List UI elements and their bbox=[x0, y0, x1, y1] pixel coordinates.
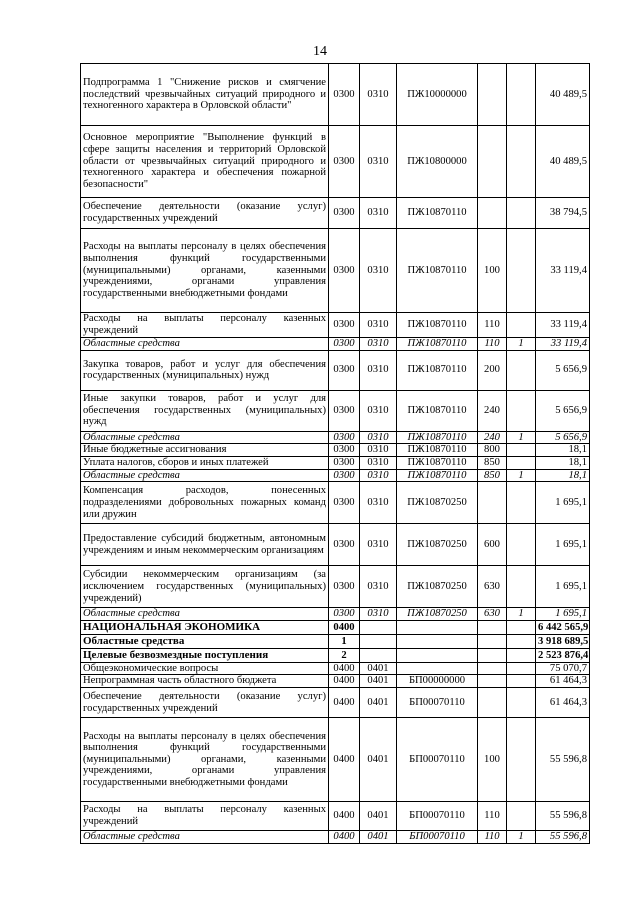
target-article-code: ПЖ10870110 bbox=[397, 198, 478, 229]
table-row bbox=[81, 198, 590, 229]
row-name: Целевые безвозмездные поступления bbox=[81, 648, 329, 662]
target-article-code: ПЖ10000000 bbox=[397, 64, 478, 126]
amount: 33 119,4 bbox=[536, 229, 590, 313]
source-code bbox=[507, 802, 536, 831]
source-code bbox=[507, 688, 536, 718]
amount: 55 596,8 bbox=[536, 802, 590, 831]
expense-type-code: 800 bbox=[478, 444, 507, 457]
amount: 6 442 565,9 bbox=[536, 620, 590, 634]
target-article-code: ПЖ10870110 bbox=[397, 229, 478, 313]
table-row bbox=[81, 718, 590, 802]
row-name: Расходы на выплаты персоналу в целях обеспечения выполнения функций государственными (муниципальными) органами, казенными учреждениями, органами управления государственными внебюджетными фондами bbox=[81, 718, 329, 802]
source-code: 1 bbox=[507, 831, 536, 844]
section-code: 0300 bbox=[329, 390, 360, 431]
subsection-code: 0310 bbox=[360, 313, 397, 338]
row-name: Уплата налогов, сборов и иных платежей bbox=[81, 456, 329, 469]
expense-type-code bbox=[478, 648, 507, 662]
subsection-code bbox=[360, 620, 397, 634]
section-code: 0300 bbox=[329, 229, 360, 313]
source-code bbox=[507, 313, 536, 338]
target-article-code bbox=[397, 662, 478, 675]
amount: 61 464,3 bbox=[536, 688, 590, 718]
row-name: Областные средства bbox=[81, 431, 329, 444]
table-row bbox=[81, 675, 590, 688]
table-row bbox=[81, 482, 590, 524]
expense-type-code: 850 bbox=[478, 456, 507, 469]
amount: 18,1 bbox=[536, 469, 590, 482]
source-code bbox=[507, 444, 536, 457]
source-code: 1 bbox=[507, 338, 536, 351]
row-name: Закупка товаров, работ и услуг для обеспечения государственных (муниципальных) нужд bbox=[81, 350, 329, 390]
target-article-code: ПЖ10870110 bbox=[397, 444, 478, 457]
expense-type-code: 100 bbox=[478, 229, 507, 313]
amount: 5 656,9 bbox=[536, 350, 590, 390]
section-code: 0300 bbox=[329, 608, 360, 621]
source-code: 1 bbox=[507, 608, 536, 621]
expense-type-code: 100 bbox=[478, 718, 507, 802]
source-code bbox=[507, 620, 536, 634]
target-article-code: ПЖ10870250 bbox=[397, 524, 478, 566]
subsection-code bbox=[360, 634, 397, 648]
expense-type-code: 110 bbox=[478, 338, 507, 351]
subsection-code: 0310 bbox=[360, 444, 397, 457]
amount: 61 464,3 bbox=[536, 675, 590, 688]
source-code: 1 bbox=[507, 469, 536, 482]
source-code bbox=[507, 350, 536, 390]
expense-type-code: 110 bbox=[478, 802, 507, 831]
table-row bbox=[81, 431, 590, 444]
source-code bbox=[507, 482, 536, 524]
amount: 3 918 689,5 bbox=[536, 634, 590, 648]
subsection-code: 0401 bbox=[360, 802, 397, 831]
section-code: 0300 bbox=[329, 338, 360, 351]
table-row bbox=[81, 229, 590, 313]
subsection-code: 0310 bbox=[360, 608, 397, 621]
section-code: 0400 bbox=[329, 662, 360, 675]
amount: 33 119,4 bbox=[536, 313, 590, 338]
row-name: Иные бюджетные ассигнования bbox=[81, 444, 329, 457]
table-row bbox=[81, 524, 590, 566]
expense-type-code bbox=[478, 675, 507, 688]
expense-type-code bbox=[478, 198, 507, 229]
section-code: 0300 bbox=[329, 313, 360, 338]
expense-type-code bbox=[478, 64, 507, 126]
source-code bbox=[507, 456, 536, 469]
table-row bbox=[81, 444, 590, 457]
subsection-code: 0310 bbox=[360, 64, 397, 126]
amount: 5 656,9 bbox=[536, 431, 590, 444]
section-code: 0300 bbox=[329, 482, 360, 524]
table-row bbox=[81, 126, 590, 198]
expense-type-code bbox=[478, 688, 507, 718]
row-name: Расходы на выплаты персоналу казенных учреждений bbox=[81, 313, 329, 338]
table-row bbox=[81, 648, 590, 662]
subsection-code: 0310 bbox=[360, 198, 397, 229]
expense-type-code: 110 bbox=[478, 313, 507, 338]
subsection-code: 0310 bbox=[360, 524, 397, 566]
expense-type-code bbox=[478, 126, 507, 198]
table-row bbox=[81, 313, 590, 338]
table-row bbox=[81, 469, 590, 482]
source-code bbox=[507, 198, 536, 229]
amount: 1 695,1 bbox=[536, 524, 590, 566]
source-code bbox=[507, 524, 536, 566]
row-name: Областные средства bbox=[81, 469, 329, 482]
table-row bbox=[81, 831, 590, 844]
subsection-code: 0310 bbox=[360, 390, 397, 431]
section-code: 0300 bbox=[329, 456, 360, 469]
row-name: Непрограммная часть областного бюджета bbox=[81, 675, 329, 688]
table-row bbox=[81, 566, 590, 608]
row-name: Обеспечение деятельности (оказание услуг) государственных учреждений bbox=[81, 198, 329, 229]
target-article-code: БП00070110 bbox=[397, 831, 478, 844]
table-row bbox=[81, 662, 590, 675]
row-name: Общеэкономические вопросы bbox=[81, 662, 329, 675]
amount: 2 523 876,4 bbox=[536, 648, 590, 662]
row-name: Областные средства bbox=[81, 608, 329, 621]
target-article-code: ПЖ10870110 bbox=[397, 469, 478, 482]
source-code bbox=[507, 675, 536, 688]
source-code: 1 bbox=[507, 431, 536, 444]
expense-type-code: 630 bbox=[478, 608, 507, 621]
section-code: 0300 bbox=[329, 524, 360, 566]
subsection-code: 0310 bbox=[360, 126, 397, 198]
expense-type-code: 240 bbox=[478, 390, 507, 431]
subsection-code: 0310 bbox=[360, 431, 397, 444]
row-name: Обеспечение деятельности (оказание услуг) государственных учреждений bbox=[81, 688, 329, 718]
table-row bbox=[81, 688, 590, 718]
amount: 33 119,4 bbox=[536, 338, 590, 351]
expense-type-code bbox=[478, 620, 507, 634]
source-code bbox=[507, 126, 536, 198]
section-code: 0400 bbox=[329, 831, 360, 844]
amount: 55 596,8 bbox=[536, 718, 590, 802]
table-row bbox=[81, 390, 590, 431]
table-row bbox=[81, 456, 590, 469]
source-code bbox=[507, 390, 536, 431]
row-name: Областные средства bbox=[81, 634, 329, 648]
section-code: 0400 bbox=[329, 802, 360, 831]
row-name: Иные закупки товаров, работ и услуг для обеспечения государственных (муниципальных) нужд bbox=[81, 390, 329, 431]
section-code: 0400 bbox=[329, 718, 360, 802]
amount: 38 794,5 bbox=[536, 198, 590, 229]
source-code bbox=[507, 662, 536, 675]
amount: 18,1 bbox=[536, 444, 590, 457]
subsection-code: 0401 bbox=[360, 688, 397, 718]
amount: 1 695,1 bbox=[536, 608, 590, 621]
expense-type-code bbox=[478, 662, 507, 675]
expense-type-code: 630 bbox=[478, 566, 507, 608]
target-article-code: БП00070110 bbox=[397, 688, 478, 718]
amount: 1 695,1 bbox=[536, 482, 590, 524]
section-code: 0300 bbox=[329, 126, 360, 198]
subsection-code: 0310 bbox=[360, 338, 397, 351]
subsection-code: 0310 bbox=[360, 456, 397, 469]
row-name: Субсидии некоммерческим организациям (за исключением государственных (муниципальных) учреждений) bbox=[81, 566, 329, 608]
target-article-code bbox=[397, 634, 478, 648]
target-article-code: ПЖ10870250 bbox=[397, 608, 478, 621]
section-code: 2 bbox=[329, 648, 360, 662]
subsection-code bbox=[360, 648, 397, 662]
subsection-code: 0310 bbox=[360, 350, 397, 390]
expense-type-code: 200 bbox=[478, 350, 507, 390]
table-row bbox=[81, 338, 590, 351]
section-code: 1 bbox=[329, 634, 360, 648]
row-name: Предоставление субсидий бюджетным, автономным учреждениям и иным некоммерческим организациям bbox=[81, 524, 329, 566]
row-name: Расходы на выплаты персоналу казенных учреждений bbox=[81, 802, 329, 831]
target-article-code: БП00070110 bbox=[397, 802, 478, 831]
amount: 5 656,9 bbox=[536, 390, 590, 431]
expense-type-code: 600 bbox=[478, 524, 507, 566]
amount: 18,1 bbox=[536, 456, 590, 469]
amount: 1 695,1 bbox=[536, 566, 590, 608]
amount: 75 070,7 bbox=[536, 662, 590, 675]
target-article-code: ПЖ10870110 bbox=[397, 313, 478, 338]
row-name: Областные средства bbox=[81, 831, 329, 844]
row-name: Подпрограмма 1 "Снижение рисков и смягчение последствий чрезвычайных ситуаций природного и техногенного характера в Орловской области" bbox=[81, 64, 329, 126]
subsection-code: 0401 bbox=[360, 675, 397, 688]
section-code: 0300 bbox=[329, 431, 360, 444]
section-code: 0300 bbox=[329, 350, 360, 390]
source-code bbox=[507, 566, 536, 608]
row-name: НАЦИОНАЛЬНАЯ ЭКОНОМИКА bbox=[81, 620, 329, 634]
table-row bbox=[81, 350, 590, 390]
table-row bbox=[81, 802, 590, 831]
budget-table bbox=[80, 63, 590, 844]
section-code: 0300 bbox=[329, 64, 360, 126]
expense-type-code bbox=[478, 634, 507, 648]
row-name: Компенсация расходов, понесенных подразделениями добровольных пожарных команд или дружин bbox=[81, 482, 329, 524]
target-article-code: ПЖ10870110 bbox=[397, 338, 478, 351]
target-article-code: ПЖ10870110 bbox=[397, 456, 478, 469]
source-code bbox=[507, 718, 536, 802]
subsection-code: 0310 bbox=[360, 482, 397, 524]
subsection-code: 0401 bbox=[360, 718, 397, 802]
source-code bbox=[507, 648, 536, 662]
target-article-code: ПЖ10870250 bbox=[397, 482, 478, 524]
target-article-code: БП00000000 bbox=[397, 675, 478, 688]
section-code: 0300 bbox=[329, 566, 360, 608]
row-name: Расходы на выплаты персоналу в целях обеспечения выполнения функций государственными (муниципальными) органами, казенными учреждениями, органами управления государственными внебюджетными фондами bbox=[81, 229, 329, 313]
section-code: 0400 bbox=[329, 688, 360, 718]
target-article-code: БП00070110 bbox=[397, 718, 478, 802]
subsection-code: 0310 bbox=[360, 229, 397, 313]
section-code: 0300 bbox=[329, 198, 360, 229]
page-number: 14 bbox=[313, 44, 327, 59]
table-row bbox=[81, 64, 590, 126]
table-row bbox=[81, 634, 590, 648]
section-code: 0400 bbox=[329, 675, 360, 688]
expense-type-code: 240 bbox=[478, 431, 507, 444]
target-article-code bbox=[397, 620, 478, 634]
section-code: 0300 bbox=[329, 444, 360, 457]
row-name: Основное мероприятие "Выполнение функций в сфере защиты населения и территорий Орловской области от чрезвычайных ситуаций природного и техногенного характера и обеспечения пожарной безопасности" bbox=[81, 126, 329, 198]
section-code: 0400 bbox=[329, 620, 360, 634]
expense-type-code: 110 bbox=[478, 831, 507, 844]
subsection-code: 0401 bbox=[360, 662, 397, 675]
subsection-code: 0310 bbox=[360, 566, 397, 608]
row-name: Областные средства bbox=[81, 338, 329, 351]
expense-type-code: 850 bbox=[478, 469, 507, 482]
target-article-code: ПЖ10870250 bbox=[397, 566, 478, 608]
subsection-code: 0401 bbox=[360, 831, 397, 844]
source-code bbox=[507, 634, 536, 648]
section-code: 0300 bbox=[329, 469, 360, 482]
table-row bbox=[81, 620, 590, 634]
source-code bbox=[507, 229, 536, 313]
amount: 55 596,8 bbox=[536, 831, 590, 844]
target-article-code: ПЖ10870110 bbox=[397, 350, 478, 390]
target-article-code: ПЖ10870110 bbox=[397, 390, 478, 431]
amount: 40 489,5 bbox=[536, 64, 590, 126]
source-code bbox=[507, 64, 536, 126]
amount: 40 489,5 bbox=[536, 126, 590, 198]
target-article-code bbox=[397, 648, 478, 662]
target-article-code: ПЖ10870110 bbox=[397, 431, 478, 444]
subsection-code: 0310 bbox=[360, 469, 397, 482]
expense-type-code bbox=[478, 482, 507, 524]
target-article-code: ПЖ10800000 bbox=[397, 126, 478, 198]
table-row bbox=[81, 608, 590, 621]
